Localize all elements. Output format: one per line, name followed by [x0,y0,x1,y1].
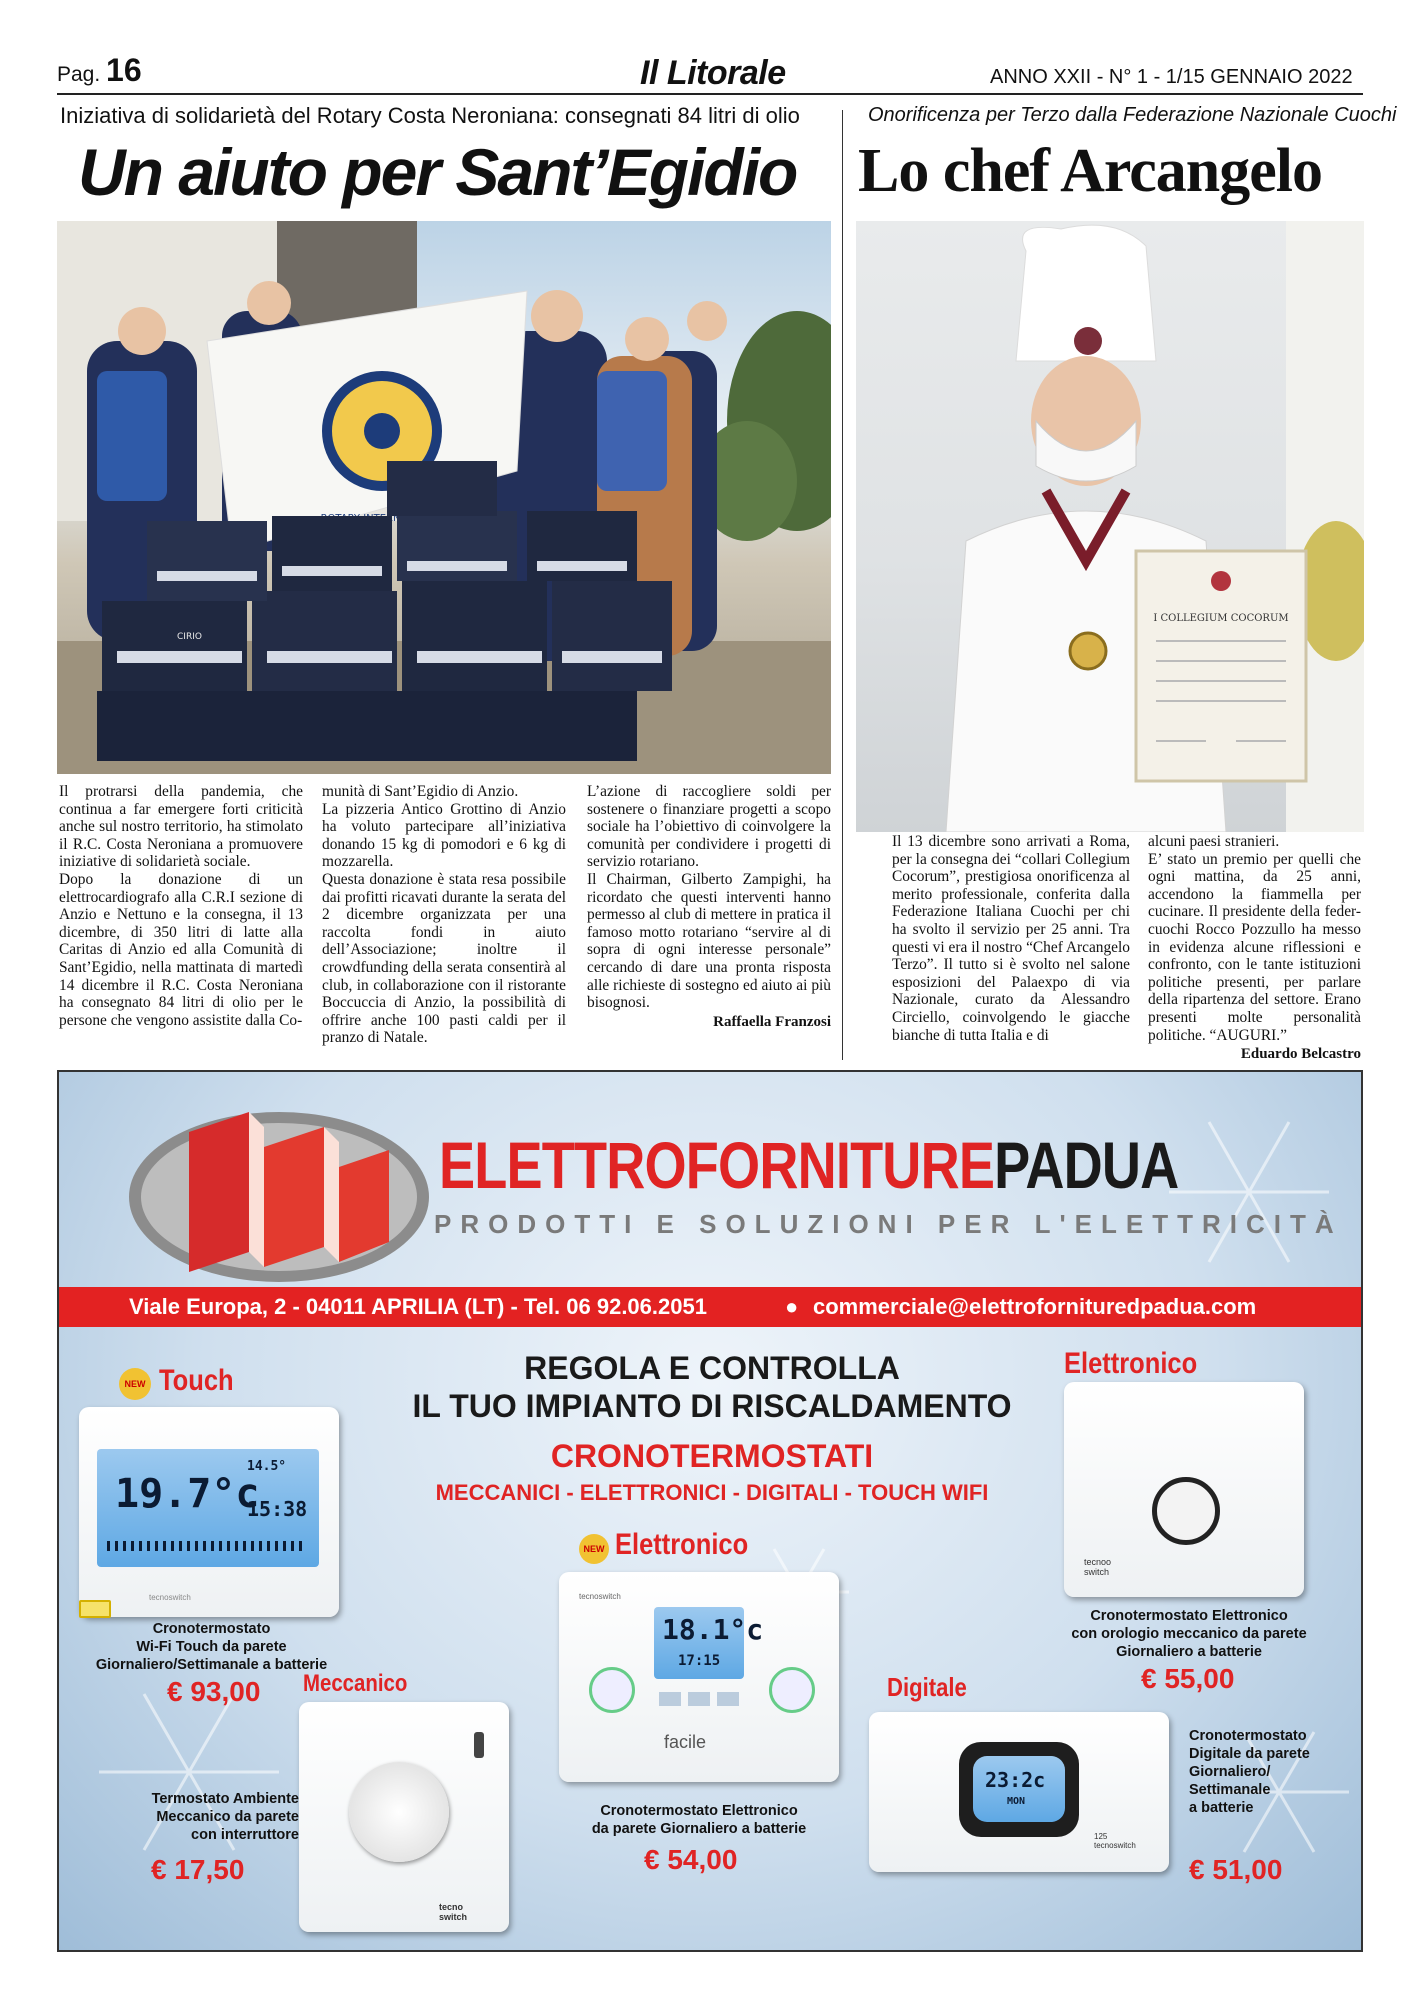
page-number: Pag. 16 [57,52,142,88]
paragraph: L’azione di raccogliere soldi per sostenere o finanziare progetti a scopo sociale ha l’obiettivo di coinvolgere la comunità per condividere i progetti di servizio rotariano. [587,783,831,871]
device-brand: tecnoswitch [149,1593,191,1602]
device-model: facile [664,1732,707,1752]
article1-author: Raffaella Franzosi [713,1013,831,1030]
product-touch-image [79,1407,339,1617]
lcd-screen: 19.7°c 14.5° 15:38 [97,1449,319,1567]
product-elettronico-label: Cronotermostato Elettronico con orologio meccanico da parete Giornaliero a batterie [1071,1608,1307,1660]
battery-icon [79,1600,111,1618]
ad-headline-4: MECCANICI - ELETTRONICI - DIGITALI - TOUCH WIFI [435,1480,989,1505]
product-digitale-price: € 51,00 [1189,1854,1283,1885]
product-touch-label: Cronotermostato Wi-Fi Touch da parete Giornaliero/Settimanale a batterie [95,1621,328,1673]
paragraph: Il 13 dicembre sono arrivati a Roma, per la consegna dei “collari Collegium Cocorum”, prestigiosa onorificenza al merito professionale, conferita dalla Federazione Italiana Cuochi per chi ha svolto il servizio per 25 anni. Tra questi vi era il nostro “Chef Arcangelo Terzo”. Il tutto si è svolto nel salone esposizioni del Palaexpo di via Nazionale, curato da Alessandro Circiello, coinvolgendo le giacche bianche di tutta Italia e di [892,833,1130,1044]
article2-column-2 [1148,833,1361,1064]
product-elettronico-badge: Elettronico [1064,1347,1198,1380]
ad-headline-1: REGOLA E CONTROLLA [524,1350,900,1386]
product-digitale-badge: Digitale [887,1672,967,1702]
device-model: 125 tecnoswitch [1094,1832,1136,1850]
photo-rotary-donation [57,221,831,774]
article1-column-3 [587,783,831,1031]
article2-kicker: Onorificenza per Terzo dalla Federazione Nazionale Cuochi [868,104,1397,126]
brand-name: ELETTROFORNITUREPADUA [439,1128,1179,1202]
screen-bezel [959,1742,1079,1837]
brand-logo-icon [129,1092,429,1282]
lcd-screen: 18.1°c 17:15 [654,1607,744,1679]
ad-headline-2: IL TUO IMPIANTO DI RISCALDAMENTO [412,1388,1012,1424]
dial-icon [1152,1477,1220,1545]
ad-headline-3: CRONOTERMOSTATI [550,1438,874,1474]
paragraph: Il Chairman, Gilberto Zampighi, ha ricordato che questi interventi hanno permesso al club di mettere in pratica il famoso motto rotariano “servire al di sopra di ogni interesse personale” cercando di dare una pronta risposta alle richieste di sostegno ed aiuto ai più bisognosi. [587,870,831,1012]
product-meccanico-badge: Meccanico [303,1670,408,1697]
bullet-icon: ● [785,1294,799,1319]
column-divider [842,110,843,1060]
product-elettronico-digital-image: tecnoswitch 18.1°c 17:15 facile [559,1572,839,1782]
button-row-icon [659,1692,739,1706]
device-brand: tecnoo switch [1084,1557,1112,1577]
article2-column-1 [892,833,1130,1044]
store-email[interactable]: commerciale@elettrofornituredpadua.com [813,1294,1257,1319]
device-brand: tecno switch [439,1902,468,1922]
paragraph: Dopo la donazione di un elettrocardiografo alla C.R.I sezione di Anzio e Nettuno e la consegna, il 13 dicembre, di 350 litri di latte alla Caritas di Anzio ed alla Comunità di Sant’Egidio, nella mattinata di martedì 14 dicembre il R.C. Costa Neroniana ha consegnato 84 litri di olio per le persone che vengono assistite dalla Co- [59,870,303,1029]
product-elettronico-price: € 55,00 [1141,1663,1235,1694]
paragraph: Il protrarsi della pandemia, che continua a far emergere forti criticità anche sul nostro territorio, ha stimolato il R.C. Costa Neroniana a promuovere iniziative di solidarietà sociale. [59,783,303,871]
paragraph: La pizzeria Antico Grottino di Anzio ha voluto partecipare all’iniziativa donando 15 kg di pomodori e 6 kg di mozzarella. [322,800,566,871]
product-digitale-label: Cronotermostato Digitale da parete Giornaliero/ Settimanale a batterie [1189,1728,1310,1816]
product-meccanico-label: Termostato Ambiente Meccanico da parete con interruttore [151,1791,299,1843]
brand-tagline: PRODOTTI E SOLUZIONI PER L'ELETTRICITÀ [434,1209,1343,1239]
new-badge-icon: NEW [579,1534,609,1564]
photo-chef-arcangelo [856,221,1364,832]
issue-info: ANNO XXII - N° 1 - 1/15 GENNAIO 2022 [990,66,1353,88]
crate-label: CIRIO [177,632,202,642]
header-rule [57,93,1363,95]
newspaper-name: Il Litorale [640,54,786,92]
knob-left-icon [589,1667,635,1713]
article2-author: Eduardo Belcastro [1240,1046,1361,1063]
product-touch-price: € 93,00 [167,1676,261,1707]
advertisement [57,1070,1363,1952]
paragraph: Questa donazione è stata resa possibile dai profitti ricavati durante la serata del 2 dicembre organizzata per una raccolta fondi in aiuto dell’Associazione; inoltre il crowdfunding della serata consentirà al club, in collaborazione con il ristorante Boccuccia di Anzio, la possibilità di offrire anche 100 pasti caldi per il pranzo di Natale. [322,870,566,1047]
product-meccanico-price: € 17,50 [151,1854,245,1885]
paragraph: E’ stato un premio per quelli che ogni mattina, da 25 anni, accendono la fiammella per cucinare. Il presidente della feder-cuochi Rocco Pozzullo ha messo in evidenza alcune riflessioni e confronto, con le tante istituzioni politiche presenti, per parlare della ripartenza del settore. Erano presenti molte personalità politiche. “AUGURI.” [1148,850,1361,1044]
lcd-screen: 23:2c MON [973,1756,1065,1822]
dial-icon [349,1762,449,1862]
product-elettronico-digital-label: Cronotermostato Elettronico da parete Giornaliero a batterie [591,1803,807,1837]
article1-column-1 [59,783,303,1029]
product-elettronico-digital-price: € 54,00 [644,1844,738,1875]
store-address: Viale Europa, 2 - 04011 APRILIA (LT) - Tel. 06 92.06.2051 [129,1294,707,1319]
switch-icon [474,1732,484,1758]
diploma-title: I COLLEGIUM COCORUM [1153,613,1289,624]
product-elettronico-image [1064,1382,1304,1597]
product-digitale-image [869,1712,1169,1872]
article2-title: Lo chef Arcangelo [858,137,1323,205]
paragraph: alcuni paesi stranieri. [1148,833,1280,850]
article1-column-2 [322,783,566,1047]
contact-bar [59,1287,1363,1327]
article1-title: Un aiuto per Sant’Egidio [78,135,797,209]
article1-kicker: Iniziativa di solidarietà del Rotary Costa Neroniana: consegnati 84 litri di olio [60,103,800,128]
product-touch-badge: Touch [159,1364,234,1397]
paragraph: munità di Sant’Egidio di Anzio. [322,783,519,800]
product-meccanico-image [299,1702,509,1932]
new-badge-icon: NEW [119,1368,151,1400]
product-elettronico-digital-badge: Elettronico [615,1528,749,1561]
knob-right-icon [769,1667,815,1713]
